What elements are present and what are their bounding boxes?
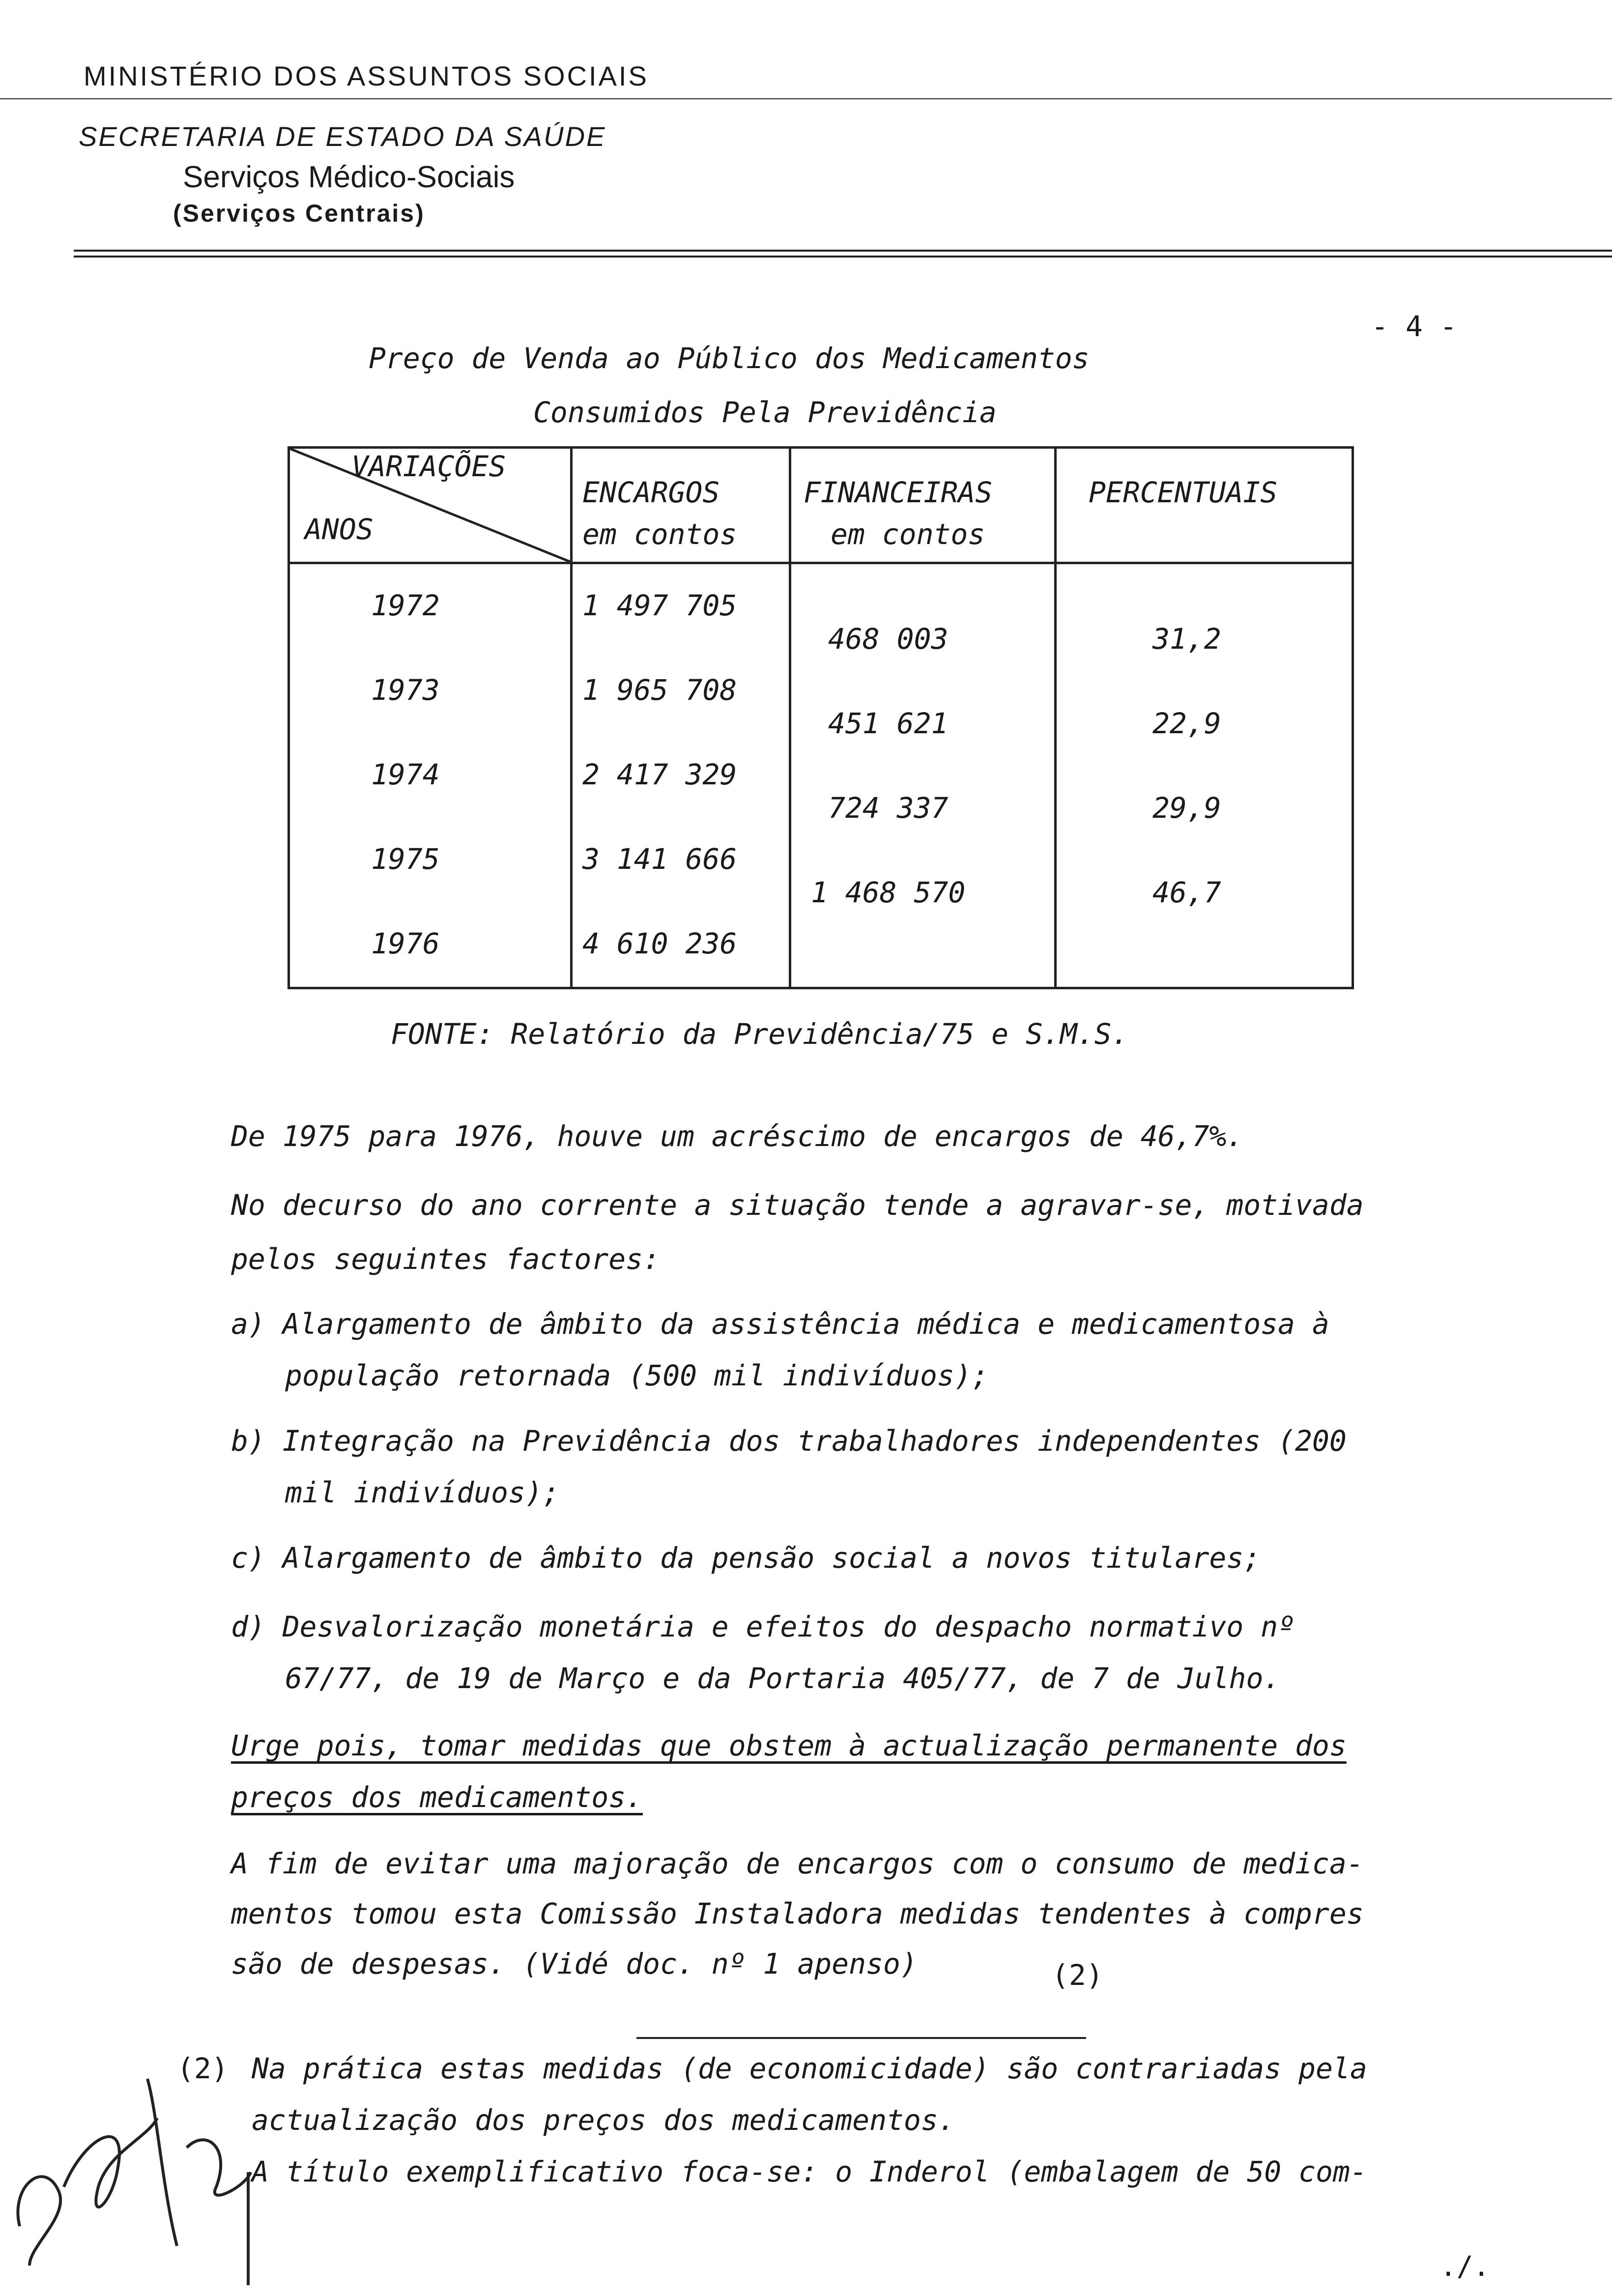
year-cell: 1973 [371,673,440,707]
table-title-line1: Preço de Venda ao Público dos Medicamentos [369,342,1090,375]
encargos-cell: 4 610 236 [582,927,737,960]
expenditure-table [288,446,1354,989]
header-rule-top [0,98,1612,99]
financeiras-cell: 1 468 570 [811,876,966,909]
list-item-b-line1: b) Integração na Previdência dos trabalhadores independentes (200 [231,1424,1347,1458]
footnote-marker: (2) [177,2052,229,2085]
years-column [289,563,572,988]
encargos-column [572,563,790,988]
header-rule-double-1 [74,250,1612,252]
table-header-row [289,448,1353,563]
paragraph-situation-line2: pelos seguintes factores: [231,1242,660,1276]
financeiras-column [790,563,1056,988]
secretaria-header: SECRETARIA DE ESTADO DA SAÚDE [79,121,606,152]
header-financeiras-label: FINANCEIRAS [804,476,993,509]
handwritten-signature-mark [0,2039,275,2285]
servicos-header: Serviços Médico-Sociais [183,160,515,194]
header-financeiras-sub: em contos [831,517,985,551]
percentuais-cell: 46,7 [1152,876,1221,909]
corner-label-variacoes: VARIAÇÕES [351,450,506,483]
header-encargos [572,448,790,563]
footnote-line1: Na prática estas medidas (de economicidade) são contrariadas pela [252,2052,1367,2085]
financeiras-cell: 724 337 [828,791,949,825]
percentuais-cell: 22,9 [1152,707,1221,740]
table-source: FONTE: Relatório da Previdência/75 e S.M.S. [391,1017,1129,1051]
list-item-b-line2: mil indivíduos); [285,1476,560,1509]
corner-label-anos: ANOS [305,513,374,546]
year-cell: 1976 [371,927,440,960]
footnote-separator [636,2037,1086,2039]
year-cell: 1974 [371,758,440,791]
header-percentuais [1056,448,1353,563]
paragraph-increase: De 1975 para 1976, houve um acréscimo de encargos de 46,7%. [231,1119,1244,1153]
financeiras-cell: 451 621 [828,707,949,740]
footnote-line3: A título exemplificativo foca-se: o Inderol (embalagem de 50 com- [252,2155,1367,2188]
continuation-mark: ./. [1440,2251,1490,2283]
year-cell: 1972 [371,589,440,622]
list-item-a-line1: a) Alargamento de âmbito da assistência médica e medicamentosa à [231,1307,1329,1341]
header-percentuais-label: PERCENTUAIS [1089,476,1278,509]
paragraph-measures-line2: mentos tomou esta Comissão Instaladora medidas tendentes à compres [231,1897,1364,1930]
table-title-line2: Consumidos Pela Previdência [533,396,997,429]
list-item-c-line1: c) Alargamento de âmbito da pensão social a novos titulares; [231,1541,1261,1575]
ministry-header: MINISTÉRIO DOS ASSUNTOS SOCIAIS [84,60,649,91]
list-item-d-line1: d) Desvalorização monetária e efeitos do despacho normativo nº [231,1610,1295,1643]
urge-statement-line1: Urge pois, tomar medidas que obstem à actualização permanente dos [231,1729,1347,1762]
table-body-row [289,563,1353,988]
footnote-reference: (2) [1052,1958,1103,1992]
encargos-cell: 1 497 705 [582,589,737,622]
percentuais-cell: 29,9 [1152,791,1221,825]
header-rule-double-2 [74,256,1612,258]
encargos-cell: 1 965 708 [582,673,737,707]
header-encargos-label: ENCARGOS [582,476,720,509]
paragraph-measures-line3: são de despesas. (Vidé doc. nº 1 apenso) [231,1947,918,1980]
year-cell: 1975 [371,842,440,876]
header-financeiras [790,448,1056,563]
encargos-cell: 2 417 329 [582,758,737,791]
header-encargos-sub: em contos [582,517,737,551]
urge-statement-line2: preços dos medicamentos. [231,1780,643,1814]
percentuais-cell: 31,2 [1152,622,1221,656]
percentuais-column [1056,563,1353,988]
list-item-a-line2: população retornada (500 mil indivíduos); [285,1359,989,1392]
servicos-centrais-header: (Serviços Centrais) [173,200,425,227]
paragraph-situation-line1: No decurso do ano corrente a situação tende a agravar-se, motivada [231,1188,1364,1222]
page-number: - 4 - [1371,310,1457,343]
encargos-cell: 3 141 666 [582,842,737,876]
footnote-line2: actualização dos preços dos medicamentos. [252,2103,955,2137]
financeiras-cell: 468 003 [828,622,949,656]
corner-header-cell [289,448,572,563]
list-item-d-line2: 67/77, de 19 de Março e da Portaria 405/77, de 7 de Julho. [285,1662,1281,1695]
paragraph-measures-line1: A fim de evitar uma majoração de encargos com o consumo de medica- [231,1847,1364,1880]
